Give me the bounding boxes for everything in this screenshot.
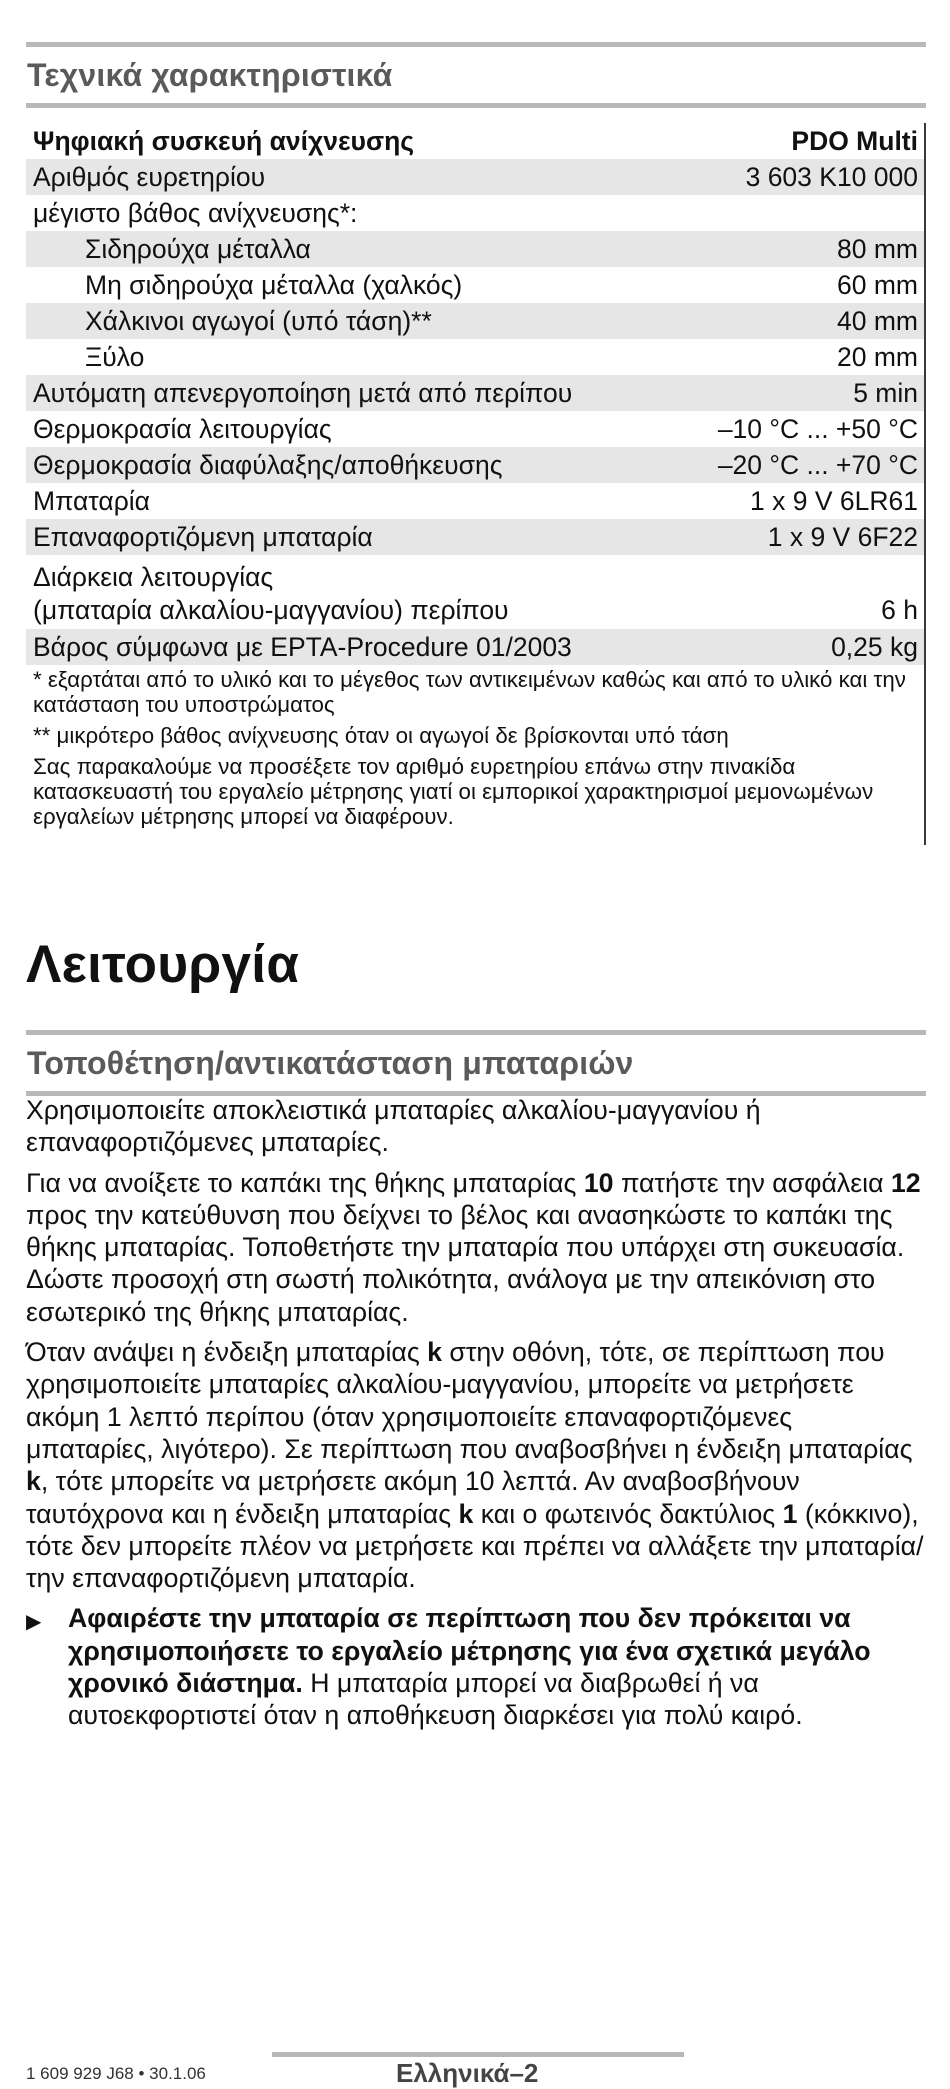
footnote-1: * εξαρτάται από το υλικό και το μέγεθος των αντικειμένων καθώς και από το υλικό και την κατάσταση του υποστρώματος	[33, 667, 906, 717]
tech-heading: Τεχνικά χαρακτηριστικά	[27, 57, 393, 93]
spec-label: Αριθμός ευρετηρίου	[33, 162, 266, 192]
spec-row	[26, 195, 924, 231]
article-number-note: Σας παρακαλούμε να προσέξετε τον αριθμό ευρετηρίου επάνω στην πινακίδα κατασκευαστή του εργαλείο μέτρησης γιατί οι εμπορικοί χαρακτηρισμοί μεμονωμένων εργαλείων μέτρησης μπορεί να διαφέρουν.	[33, 754, 874, 829]
device-label: Ψηφιακή συσκευή ανίχνευσης	[33, 126, 415, 156]
spec-row	[26, 159, 924, 195]
spec-row	[26, 339, 924, 375]
spec-value: 0,25 kg	[831, 632, 918, 662]
manual-page	[26, 0, 926, 2088]
bullet-bold-text: Αφαιρέστε την μπαταρία σε περίπτωση που δεν πρόκειται να χρησιμοποιήσετε το εργαλείο μέτρησης για ένα σχετικά μεγάλο χρονικό διάστημα.	[68, 1603, 871, 1699]
spec-value: 3 603 K10 000	[745, 162, 918, 192]
spec-row	[26, 629, 924, 665]
ref-letter: k	[427, 1337, 442, 1368]
spec-label: Χάλκινοι αγωγοί (υπό τάση)**	[85, 306, 432, 336]
spec-value: 1 x 9 V 6LR61	[750, 486, 918, 516]
spec-value: 80 mm	[837, 234, 918, 264]
spec-value: 5 min	[853, 378, 918, 408]
ref-number: 1	[782, 1498, 798, 1529]
spec-row	[26, 267, 924, 303]
bullet-arrow-icon: ▶	[26, 1611, 42, 1634]
spec-label: Σιδηρούχα μέταλλα	[85, 234, 311, 264]
battery-heading: Τοποθέτηση/αντικατάσταση μπαταριών	[27, 1045, 634, 1081]
bullet-text	[68, 1602, 926, 1731]
specs-table	[26, 123, 926, 845]
spec-label: Βάρος σύμφωνα με EPTA-Procedure 01/2003	[33, 632, 572, 662]
tech-heading-block	[26, 42, 926, 108]
footer-rule	[272, 2052, 684, 2057]
footer-code: 1 609 929 J68 • 30.1.06	[26, 2064, 206, 2083]
operation-title: Λειτουργία	[26, 935, 300, 994]
device-value: PDO Multi	[791, 126, 918, 156]
paragraph-insert-battery	[26, 1167, 926, 1328]
spec-row	[26, 447, 924, 483]
paragraph-battery-type: Χρησιμοποιείτε αποκλειστικά μπαταρίες αλκαλίου-μαγγανίου ή επαναφορτιζόμενες μπαταρίες.	[26, 1095, 761, 1158]
battery-heading-block	[26, 1030, 926, 1096]
text-run: Όταν ανάψει η ένδειξη μπαταρίας	[26, 1337, 428, 1368]
spec-row	[26, 231, 924, 267]
text-run: στην οθόνη, τότε, σε περίπτωση που χρησιμοποιείτε μπαταρίες αλκαλίου-μαγγανίου, μπορείτε να μετρήσετε ακόμη 1 λεπτό περίπου (όταν χρησιμοποιείτε επαναφορτιζόμενες μπαταρίες, λιγότερο). Σε περίπτωση που αναβοσβήνει η ένδειξη μπαταρίας	[26, 1337, 913, 1464]
spec-value: 40 mm	[837, 306, 918, 336]
spec-value: 6 h	[881, 595, 918, 625]
text-run: Για να ανοίξετε το καπάκι της θήκης μπαταρίας	[26, 1167, 584, 1198]
spec-value: 1 x 9 V 6F22	[767, 522, 918, 552]
bullet-normal-text: Η μπαταρία μπορεί να διαβρωθεί ή να αυτοεκφορτιστεί όταν η αποθήκευση διαρκέσει για πολύ καιρό.	[68, 1668, 803, 1731]
spec-row	[26, 375, 924, 411]
spec-row	[26, 303, 924, 339]
spec-label: Μπαταρία	[33, 486, 150, 516]
footer-page-label: Ελληνικά–2	[396, 2058, 539, 2088]
spec-label: Θερμοκρασία διαφύλαξης/αποθήκευσης	[33, 450, 503, 480]
ref-number: 12	[890, 1167, 921, 1198]
footnote-2: ** μικρότερο βάθος ανίχνευσης όταν οι αγωγοί δε βρίσκονται υπό τάση	[33, 723, 729, 748]
spec-label: Διάρκεια λειτουργίας (μπαταρία αλκαλίου-μαγγανίου) περίπου	[33, 562, 509, 625]
ref-number: 10	[583, 1167, 614, 1198]
spec-label: Θερμοκρασία λειτουργίας	[33, 414, 332, 444]
spec-label: Ξύλο	[85, 342, 145, 372]
text-run: , τότε μπορείτε να μετρήσετε ακόμη 10 λεπτά. Αν αναβοσβήνουν ταυτόχρονα και η ένδειξη μπαταρίας	[26, 1466, 800, 1529]
spec-label: Επαναφορτιζόμενη μπαταρία	[33, 522, 373, 552]
text-run: προς την κατεύθυνση που δείχνει το βέλος και ανασηκώστε το καπάκι της θήκης μπαταρίας. Τοποθετήστε την μπαταρία που υπάρχει στη συκευασία. Δώστε προσοχή στη σωστή πολικότητα, ανάλογα με την απεικόνιση στο εσωτερικό της θήκης μπαταρίας.	[26, 1199, 905, 1327]
specs-header-row	[26, 123, 924, 159]
spec-value: 20 mm	[837, 342, 918, 372]
spec-row	[26, 483, 924, 519]
spec-label: Μη σιδηρούχα μέταλλα (χαλκός)	[85, 270, 463, 300]
spec-value: 60 mm	[837, 270, 918, 300]
text-run: και ο φωτεινός δακτύλιος	[473, 1498, 783, 1529]
ref-letter: k	[458, 1498, 474, 1529]
spec-row	[26, 555, 924, 629]
spec-value: –10 °C ... +50 °C	[717, 414, 918, 444]
operation-body	[26, 1094, 926, 1732]
spec-label: μέγιστο βάθος ανίχνευσης*:	[33, 198, 358, 228]
ref-letter: k	[26, 1466, 41, 1497]
spec-row	[26, 519, 924, 555]
spec-value: –20 °C ... +70 °C	[717, 450, 918, 480]
spec-label: Αυτόματη απενεργοποίηση μετά από περίπου	[33, 378, 573, 408]
heading-rule-bottom	[26, 103, 926, 108]
spec-notes	[26, 665, 924, 845]
spec-row	[26, 411, 924, 447]
text-run: (κόκκινο), τότε δεν μπορείτε πλέον να μετρήσετε και πρέπει να αλλάξετε την μπαταρία/την επαναφορτιζόμενη μπαταρία.	[26, 1498, 924, 1594]
bullet-remove-battery	[26, 1602, 926, 1731]
paragraph-battery-indicator	[26, 1336, 926, 1594]
text-run: πατήστε την ασφάλεια	[613, 1167, 891, 1198]
